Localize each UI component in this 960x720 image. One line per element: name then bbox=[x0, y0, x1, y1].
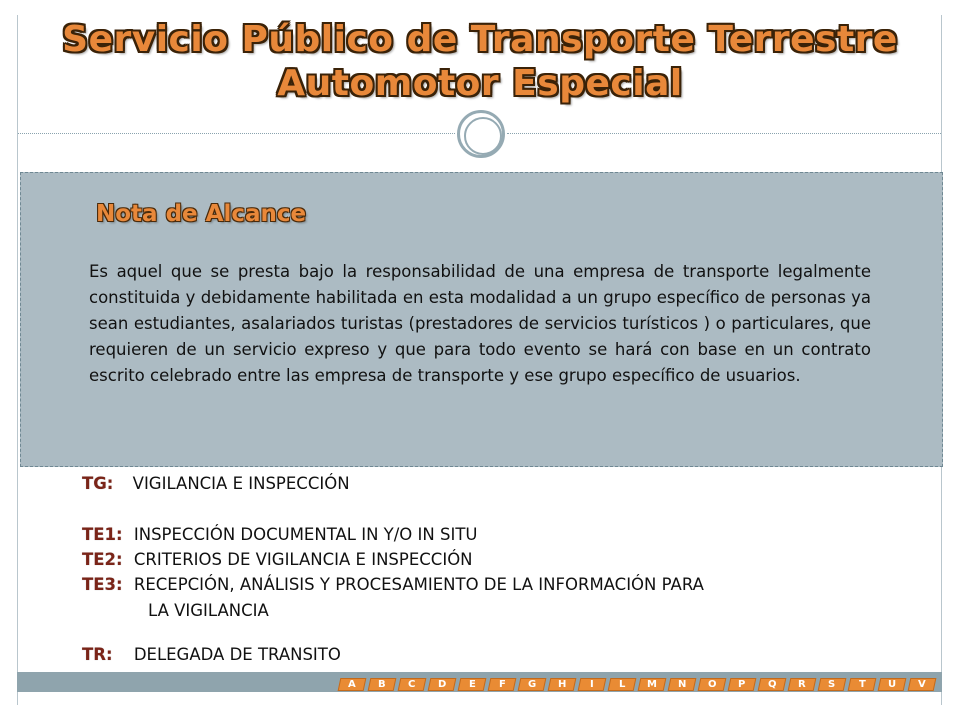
alphabet-letter-label: F bbox=[498, 679, 506, 690]
term-te1 bbox=[82, 525, 478, 544]
alphabet-letter-t[interactable] bbox=[848, 678, 877, 691]
term-label: RECEPCIÓN, ANÁLISIS Y PROCESAMIENTO DE LA INFORMACIÓN PARA bbox=[133, 575, 704, 594]
alphabet-letter-label: E bbox=[468, 679, 476, 690]
alphabet-letter-label: C bbox=[408, 679, 416, 690]
scope-note-panel bbox=[20, 172, 943, 467]
scope-note-heading: Nota de Alcance bbox=[96, 201, 307, 227]
alphabet-letter-label: I bbox=[590, 679, 594, 690]
alphabet-letter-m[interactable] bbox=[638, 678, 667, 691]
term-te3 bbox=[82, 575, 704, 594]
alphabet-letter-label: S bbox=[828, 679, 836, 690]
alphabet-letter-c[interactable] bbox=[398, 678, 427, 691]
alphabet-letter-d[interactable] bbox=[428, 678, 457, 691]
alphabet-letter-label: D bbox=[437, 679, 447, 690]
alphabet-letter-u[interactable] bbox=[878, 678, 907, 691]
alphabet-letter-a[interactable] bbox=[338, 678, 367, 691]
term-code: TR: bbox=[82, 645, 113, 664]
alphabet-letter-label: P bbox=[738, 679, 746, 690]
alphabet-letter-label: Q bbox=[767, 679, 777, 690]
term-te2 bbox=[82, 550, 473, 569]
alphabet-letter-b[interactable] bbox=[368, 678, 397, 691]
term-code: TE3: bbox=[82, 575, 123, 594]
alphabet-letter-label: N bbox=[677, 679, 687, 690]
alphabet-letter-e[interactable] bbox=[458, 678, 487, 691]
alphabet-letter-l[interactable] bbox=[608, 678, 637, 691]
alphabet-letter-n[interactable] bbox=[668, 678, 697, 691]
alphabet-letter-label: O bbox=[707, 679, 717, 690]
term-code: TE2: bbox=[82, 550, 123, 569]
alphabet-letter-label: U bbox=[887, 679, 897, 690]
alphabet-letter-q[interactable] bbox=[758, 678, 787, 691]
alphabet-letter-s[interactable] bbox=[818, 678, 847, 691]
term-label: CRITERIOS DE VIGILANCIA E INSPECCIÓN bbox=[133, 550, 473, 569]
alphabet-letter-p[interactable] bbox=[728, 678, 757, 691]
alphabet-letter-i[interactable] bbox=[578, 678, 607, 691]
term-label: DELEGADA DE TRANSITO bbox=[133, 645, 341, 664]
term-label-continued: LA VIGILANCIA bbox=[148, 601, 269, 620]
alphabet-letter-h[interactable] bbox=[548, 678, 577, 691]
term-code: TG: bbox=[82, 474, 114, 493]
alphabet-letter-label: G bbox=[527, 679, 537, 690]
alphabet-letter-label: R bbox=[798, 679, 806, 690]
divider-left bbox=[18, 133, 455, 134]
term-te3-continued bbox=[148, 601, 269, 620]
alphabet-letter-label: B bbox=[378, 679, 386, 690]
title-line-1: Servicio Público de Transporte Terrestre bbox=[62, 19, 898, 60]
alphabet-letter-f[interactable] bbox=[488, 678, 517, 691]
alphabet-letter-g[interactable] bbox=[518, 678, 547, 691]
title-line-2: Automotor Especial bbox=[277, 63, 683, 104]
term-tr bbox=[82, 645, 341, 664]
divider-right bbox=[507, 133, 941, 134]
alphabet-letter-label: M bbox=[647, 679, 657, 690]
term-tg bbox=[82, 474, 350, 493]
alphabet-letter-label: H bbox=[557, 679, 567, 690]
term-code: TE1: bbox=[82, 525, 123, 544]
alphabet-letter-r[interactable] bbox=[788, 678, 817, 691]
scope-note-text: Es aquel que se presta bajo la responsabilidad de una empresa de transporte legalmente constituida y debidamente habilitada en esta modalidad a un grupo específico de personas ya sean estudiantes, asalariados turistas (prestadores de servicios turísticos ) o particulares, que requieren de un servicio expreso y que para todo evento se hará con base en un contrato escrito celebrado entre las empresa de transporte y ese grupo específico de usuarios. bbox=[89, 262, 871, 385]
alphabet-letter-label: V bbox=[918, 679, 926, 690]
term-label: INSPECCIÓN DOCUMENTAL IN Y/O IN SITU bbox=[133, 525, 478, 544]
alphabet-letter-label: T bbox=[858, 679, 866, 690]
alphabet-letter-label: A bbox=[348, 679, 356, 690]
alphabet-letter-o[interactable] bbox=[698, 678, 727, 691]
alphabet-index bbox=[339, 678, 935, 691]
page-title bbox=[0, 18, 960, 106]
divider-ring-icon bbox=[457, 110, 505, 158]
alphabet-letter-label: L bbox=[618, 679, 626, 690]
alphabet-letter-v[interactable] bbox=[908, 678, 937, 691]
term-label: VIGILANCIA E INSPECCIÓN bbox=[132, 474, 350, 493]
